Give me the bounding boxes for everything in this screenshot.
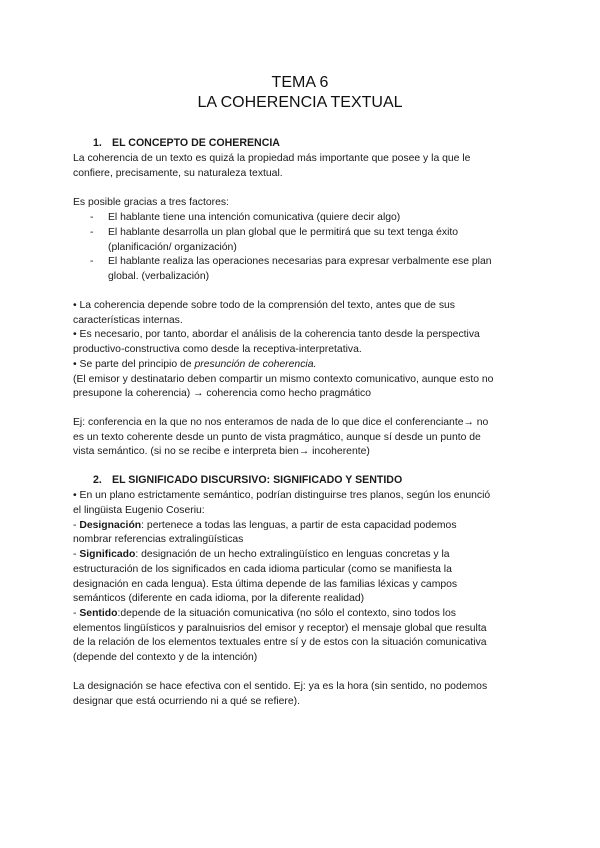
paragraph-line: (depende del contexto y de la intención): [73, 652, 258, 663]
dash: -: [73, 549, 80, 560]
closing-line: La designación se hace efectiva con el sentido. Ej: ya es la hora (sin sentido, no podemos: [73, 681, 488, 692]
list-item: El hablante tiene una intención comunicativa (quiere decir algo): [108, 212, 401, 223]
list-item: El hablante realiza las operaciones necesarias para expresar verbalmente ese plan: [108, 256, 492, 267]
section-2-heading: [93, 473, 402, 488]
section-2-title: EL SIGNIFICADO DISCURSIVO: SIGNIFICADO Y SENTIDO: [112, 474, 403, 486]
bullet-line: [73, 357, 535, 372]
bullet-line: • Es necesario, por tanto, abordar el análisis de la coherencia tanto desde la perspectiva: [73, 329, 480, 340]
list-item-continuation: global. (verbalización): [108, 271, 210, 282]
paragraph-line: nombrar referencias extralingüísticas: [73, 534, 244, 545]
paragraph-line: confiere, precisamente, su naturaleza textual.: [73, 168, 283, 179]
title-line-2: LA COHERENCIA TEXTUAL: [197, 94, 403, 111]
paragraph-line: de la relación de los elementos textuales entre sí y de estos con la situación comunicativa: [73, 637, 487, 648]
bullet-text: • Se parte del principio de: [73, 359, 195, 370]
dash: -: [73, 520, 80, 531]
term-sentido: Sentido: [79, 608, 118, 619]
term-significado: Significado: [79, 549, 136, 560]
paragraph-line: presupone la coherencia) → coherencia como hecho pragmático: [73, 388, 372, 399]
example-line: vista semántico. (si no se recibe e interpreta bien→ incoherente): [73, 446, 370, 457]
italic-term: presunción de coherencia.: [194, 359, 317, 370]
paragraph-line: La coherencia de un texto es quizá la propiedad más importante que posee y la que le: [73, 153, 471, 164]
bullet-line: productivo-constructiva como desde la receptiva-interpretativa.: [73, 344, 362, 355]
list-dash: -: [90, 227, 94, 238]
example-line: es un texto coherente desde un punto de vista pragmático, aunque sí desde un punto de: [73, 432, 481, 443]
list-dash: -: [90, 256, 94, 267]
example-line: Ej: conferencia en la que no nos enteramos de nada de lo que dice el conferenciante→ no: [73, 417, 489, 428]
paragraph-line: estructuración de los significados en cada idioma particular (como se manifiesta la: [73, 564, 452, 575]
closing-line: designar que está ocurriendo ni a qué se refiere).: [73, 696, 301, 707]
definition-designacion: [73, 518, 535, 533]
section-1-title: EL CONCEPTO DE COHERENCIA: [112, 137, 280, 149]
bullet-line: • La coherencia depende sobre todo de la comprensión del texto, antes que de sus: [73, 300, 456, 311]
bullet-line: características internas.: [73, 315, 183, 326]
paragraph-line: (El emisor y destinatario deben compartir un mismo contexto comunicativo, aunque esto no: [73, 374, 494, 385]
paragraph-line: semánticos (diferente en cada idioma, por la diferente realidad): [73, 593, 365, 604]
term-designacion: Designación: [79, 520, 142, 531]
factors-intro: Es posible gracias a tres factores:: [73, 197, 229, 208]
section-1-number: 1.: [93, 137, 102, 149]
list-item-continuation: (planificación/ organización): [108, 242, 237, 253]
list-item: El hablante desarrolla un plan global que le permitirá que su text tenga éxito: [108, 227, 459, 238]
definition-sentido: [73, 606, 535, 621]
definition-text: : pertenece a todas las lenguas, a partir de esta capacidad podemos: [141, 520, 457, 531]
definition-text: :depende de la situación comunicativa (no sólo el contexto, sino todos los: [117, 608, 456, 619]
paragraph-line: el lingüista Eugenio Coseriu:: [73, 505, 205, 516]
list-dash: -: [90, 212, 94, 223]
dash: -: [73, 608, 80, 619]
paragraph-line: designación en cada lengua). Esta última depende de las familias léxicas y campos: [73, 579, 458, 590]
paragraph-line: • En un plano estrictamente semántico, podrían distinguirse tres planos, según los enunció: [73, 490, 491, 501]
title-line-1: TEMA 6: [271, 74, 329, 91]
section-2-number: 2.: [93, 474, 102, 486]
section-1-heading: [93, 136, 280, 151]
paragraph-line: elementos lingüísticos y paralnuisrios del emisor y receptor) el mensaje global que resulta: [73, 623, 487, 634]
definition-text: : designación de un hecho extralingüístico en lenguas concretas y la: [135, 549, 450, 560]
definition-significado: [73, 547, 535, 562]
